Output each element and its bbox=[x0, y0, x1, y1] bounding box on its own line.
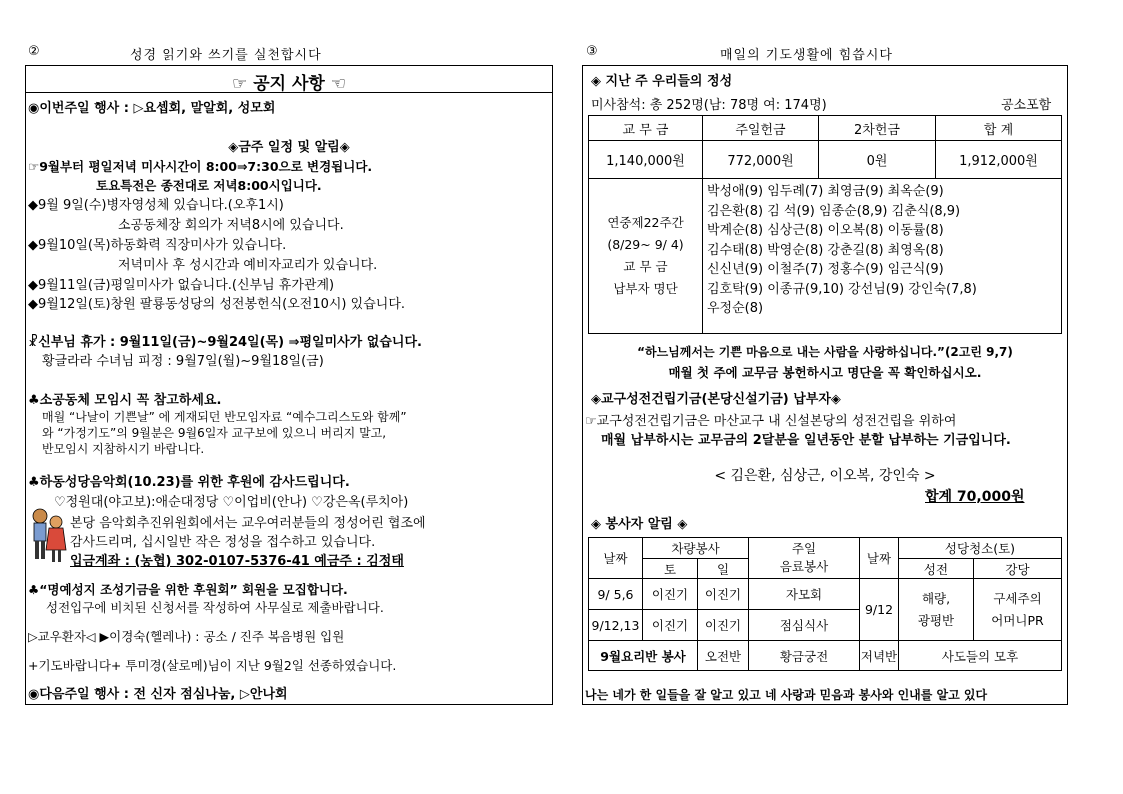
schedule-item-sub: 소공동체장 회의가 저녁8시에 있습니다. bbox=[118, 218, 344, 233]
donor-names-line: 김은환(8) 김 석(9) 임종순(8,9) 김춘식(8,9) bbox=[707, 203, 961, 219]
concert-thanks-title: ♣하동성당음악회(10.23)를 위한 후원에 감사드립니다. bbox=[28, 475, 350, 490]
service-header bbox=[749, 538, 860, 579]
donor-label-line: (8/29~ 9/ 4) bbox=[607, 237, 684, 252]
notice-title: ☞ 공지 사항 ☜ bbox=[232, 74, 346, 94]
schedule-item-sub: 저녁미사 후 성시간과 예비자교리가 있습니다. bbox=[118, 258, 378, 273]
service-cell-line: 광평반 bbox=[917, 612, 955, 628]
service-header: 일 bbox=[698, 559, 749, 579]
page-number-right: ③ bbox=[586, 44, 598, 59]
schedule-item: ◆9월 9일(수)병자영성체 있습니다.(오후1시) bbox=[28, 198, 284, 213]
sister-retreat: 황글라라 수녀님 피정 : 9월7일(월)~9월18일(금) bbox=[42, 354, 324, 369]
service-cell: 이진기 bbox=[698, 610, 749, 641]
donor-names-line: 신신년(9) 이철주(7) 정홍수(9) 임근식(9) bbox=[707, 262, 944, 277]
sponsor-title: ♣“명예성지 조성기금을 위한 후원회” 회원을 모집합니다. bbox=[28, 582, 348, 597]
children-illustration bbox=[28, 506, 68, 566]
donor-names-line: 박계순(8) 심상근(8) 이오복(8) 이동률(8) bbox=[707, 223, 944, 238]
schedule-item: ◆9월10일(목)하동화력 직장미사가 있습니다. bbox=[28, 238, 287, 253]
fund-total: 합계 70,000원 bbox=[925, 489, 1025, 505]
donor-label bbox=[589, 179, 703, 334]
concert-note: 본당 음악회추진위원회에서는 교우여러분들의 정성어린 협조에 bbox=[70, 516, 426, 531]
fund-description: 매월 납부하시는 교무금의 2달분을 일년동안 분할 납부하는 기금입니다. bbox=[601, 433, 1011, 448]
service-cell: 사도들의 모후 bbox=[899, 641, 1062, 671]
donor-label-line: 납부자 명단 bbox=[613, 281, 678, 296]
service-cell: 9/12,13 bbox=[589, 610, 643, 641]
offering-title: ◈ 지난 주 우리들의 정성 bbox=[591, 74, 733, 89]
service-cell bbox=[974, 579, 1062, 641]
concert-note: 감사드리며, 십시일반 작은 정성을 접수하고 있습니다. bbox=[70, 535, 376, 550]
prayer-request: +기도바랍니다+ 투미경(살로메)님이 지난 9월2일 선종하였습니다. bbox=[28, 658, 397, 673]
service-table bbox=[588, 537, 1062, 671]
offering-value: 0원 bbox=[819, 141, 936, 179]
sponsor-note: 성전입구에 비치된 신청서를 작성하여 사무실로 제출바랍니다. bbox=[46, 600, 384, 615]
schedule-title: ◈금주 일정 및 알림◈ bbox=[228, 140, 350, 155]
offering-header: 주일헌금 bbox=[703, 116, 819, 141]
schedule-item: ◆9월12일(토)창원 팔룡동성당의 성전봉헌식(오전10시) 있습니다. bbox=[28, 297, 406, 312]
attendance: 미사참석: 총 252명(남: 78명 여: 174명) bbox=[591, 98, 827, 113]
bank-account: 입금계좌 : (농협) 302-0107-5376-41 예금주 : 김정태 bbox=[70, 554, 404, 569]
page-number-left: ② bbox=[28, 44, 40, 59]
mass-time-change: ☞9월부터 평일저녁 미사시간이 8:00⇒7:30으로 변경됩니다. bbox=[28, 159, 373, 174]
priest-vacation: ☧신부님 휴가 : 9월11일(금)~9월24일(목) ⇒평일미사가 없습니다. bbox=[28, 335, 422, 350]
service-header: 날짜 bbox=[589, 538, 643, 579]
donor-names-line: 박성애(9) 임두례(7) 최영금(9) 최옥순(9) bbox=[707, 184, 944, 199]
schedule-item: ◆9월11일(금)평일미사가 없습니다.(신부님 휴가관계) bbox=[28, 278, 335, 293]
fund-description: ☞교구성전건립기금은 마산교구 내 신설본당의 성전건립을 위하여 bbox=[585, 414, 957, 429]
donor-names-line: 김수태(8) 박영순(8) 강춘길(8) 최영옥(8) bbox=[707, 242, 944, 258]
offering-value: 772,000원 bbox=[703, 141, 819, 179]
saturday-mass: 토요특전은 종전대로 저녁8:00시입니다. bbox=[96, 178, 322, 193]
cooking-team-label: 9월요리반 봉사 bbox=[589, 641, 698, 671]
small-group-line: 매월 “나날이 기쁜날” 에 게재되던 반모임자료 “예수그리스도와 함께” bbox=[42, 410, 407, 424]
small-group-line: 반모임시 지참하시기 바랍니다. bbox=[42, 442, 205, 456]
service-cell: 이진기 bbox=[643, 579, 698, 610]
service-cell: 9/ 5,6 bbox=[589, 579, 643, 610]
service-header: 강당 bbox=[974, 559, 1062, 579]
service-cell: 9/12 bbox=[860, 579, 899, 641]
service-header: 날짜 bbox=[860, 538, 899, 579]
small-group-line: 와 “가정기도”의 9월분은 9월6일자 교구보에 있으니 버리지 말고, bbox=[42, 426, 387, 440]
offering-header: 합 계 bbox=[936, 116, 1062, 141]
donor-label-line: 연중제22주간 bbox=[607, 215, 684, 230]
service-cell: 황금궁전 bbox=[749, 641, 860, 671]
service-cell: 점심식사 bbox=[749, 610, 860, 641]
page-motto-right: 매일의 기도생활에 힘씁시다 bbox=[720, 48, 893, 63]
page-motto-left: 성경 읽기와 쓰기를 실천합시다 bbox=[130, 48, 322, 63]
footer-verse: 나는 네가 한 일들을 잘 알고 있고 네 사랑과 믿음과 봉사와 인내를 알고 있다 bbox=[585, 688, 988, 702]
donor-names-line: 우정순(8) bbox=[707, 301, 764, 316]
service-cell: 이진기 bbox=[643, 610, 698, 641]
fund-donors: < 김은환, 심상근, 이오복, 강인숙 > bbox=[714, 468, 936, 484]
service-header: 성전 bbox=[899, 559, 974, 579]
service-cell: 이진기 bbox=[698, 579, 749, 610]
service-header-line: 음료봉사 bbox=[779, 559, 829, 574]
quote-note: 매월 첫 주에 교무금 봉헌하시고 명단을 꼭 확인하십시오. bbox=[668, 365, 982, 380]
service-cell-line: 어머니PR bbox=[991, 612, 1044, 628]
offering-header: 2차헌금 bbox=[819, 116, 936, 141]
service-cell: 저녁반 bbox=[860, 641, 899, 671]
service-header: 성당청소(토) bbox=[899, 538, 1062, 559]
service-header: 토 bbox=[643, 559, 698, 579]
service-cell bbox=[899, 579, 974, 641]
attendance-note: 공소포함 bbox=[1001, 98, 1052, 113]
next-week-event: ◉다음주일 행사 : 전 신자 점심나눔, ▷안나회 bbox=[28, 687, 288, 702]
service-header-line: 주일 bbox=[791, 541, 817, 556]
offering-value: 1,140,000원 bbox=[589, 141, 703, 179]
service-cell-line: 해량, bbox=[921, 590, 951, 606]
service-cell: 자모회 bbox=[749, 579, 860, 610]
donor-names bbox=[703, 179, 1062, 334]
bible-quote: “하느님께서는 기쁜 마음으로 내는 사람을 사랑하십니다.”(2고린 9,7) bbox=[637, 345, 1013, 359]
service-cell-line: 구세주의 bbox=[993, 590, 1042, 606]
offering-table bbox=[588, 115, 1062, 334]
fund-title: ◈교구성전건립기금(본당신설기금) 납부자◈ bbox=[591, 392, 841, 407]
notice-panel bbox=[25, 65, 553, 705]
service-header: 차량봉사 bbox=[643, 538, 749, 559]
offering-header: 교 무 금 bbox=[589, 116, 703, 141]
title-divider bbox=[26, 92, 552, 93]
donor-names-line: 김호탁(9) 이종규(9,10) 강선님(9) 강인숙(7,8) bbox=[707, 281, 977, 297]
donor-label-line: 교 무 금 bbox=[623, 259, 668, 274]
service-title: ◈ 봉사자 알림 ◈ bbox=[591, 517, 688, 532]
this-week-event: ◉이번주일 행사 : ▷요셉회, 말알회, 성모회 bbox=[28, 101, 276, 116]
offering-panel bbox=[582, 65, 1068, 705]
service-cell: 오전반 bbox=[698, 641, 749, 671]
sick-parishioner: ▷교우환자◁ ▶이경숙(헬레나) : 공소 / 진주 복음병원 입원 bbox=[28, 629, 345, 644]
donor-list: ♡정원대(야고보):애순대정당 ♡이업비(안나) ♡강은옥(루치아) bbox=[54, 495, 409, 510]
offering-value: 1,912,000원 bbox=[936, 141, 1062, 179]
small-group-title: ♣소공동체 모임시 꼭 참고하세요. bbox=[28, 393, 222, 408]
